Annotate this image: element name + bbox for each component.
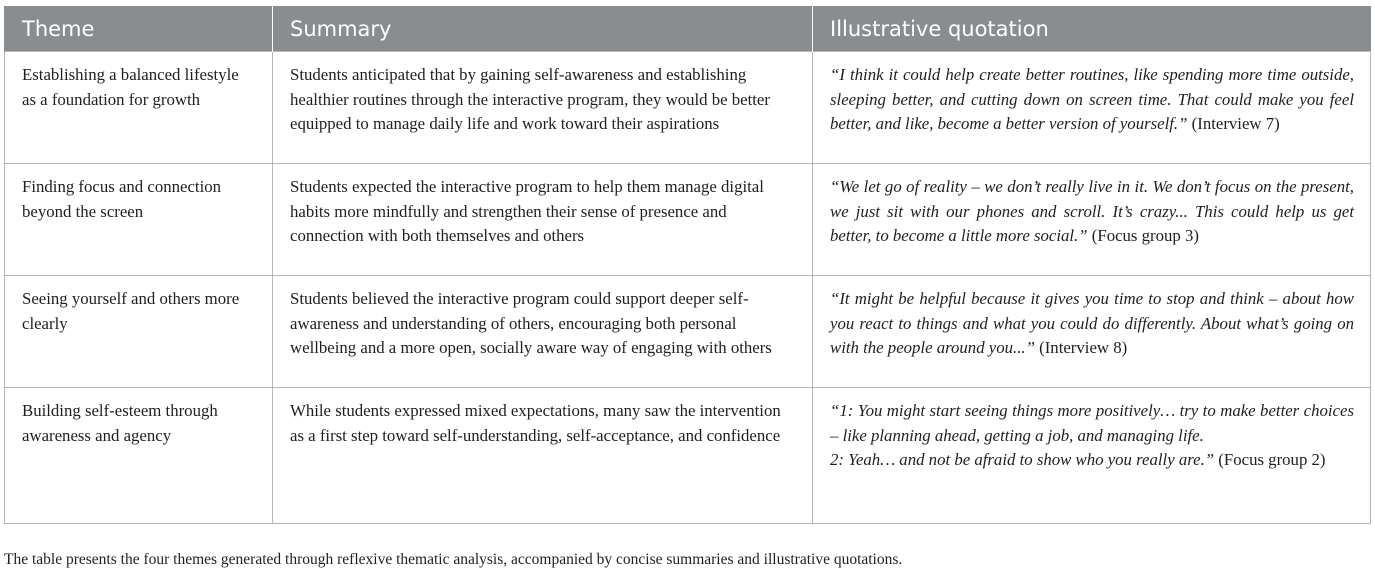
theme-cell: Seeing yourself and others more clearly [5, 276, 273, 388]
quotation-cell [813, 276, 1371, 388]
table-footnote: The table presents the four themes generated through reflexive thematic analysis, accompanied by concise summaries and illustrative quotations. [4, 551, 903, 568]
table-row [5, 388, 1371, 524]
header-row [5, 6, 1371, 52]
table-row [5, 276, 1371, 388]
quotation-text: “I think it could help create better routines, like spending more time outside, sleeping better, and cutting down on screen time. That could make you feel better, and like, become a better version of yourself.” [830, 65, 1354, 134]
quotation-line [830, 399, 1354, 448]
quotation-text: “It might be helpful because it gives you time to stop and think – about how you react to things and what you could do differently. About what’s going on with the people around you...” [830, 289, 1354, 358]
table-header [5, 6, 1371, 52]
summary-cell: Students believed the interactive program could support deeper self-awareness and understanding of others, encouraging both personal wellbeing and a more open, socially aware way of engaging with others [273, 276, 813, 388]
theme-cell: Establishing a balanced lifestyle as a foundation for growth [5, 52, 273, 164]
table-row [5, 52, 1371, 164]
summary-cell: Students anticipated that by gaining self-awareness and establishing healthier routines through the interactive program, they would be better equipped to manage daily life and work toward their aspirations [273, 52, 813, 164]
summary-cell: While students expressed mixed expectations, many saw the intervention as a first step toward self-understanding, self-acceptance, and confidence [273, 388, 813, 524]
quotation-text: “We let go of reality – we don’t really live in it. We don’t focus on the present, we just sit with our phones and scroll. It’s crazy... This could help us get better, to become a little more social.” [830, 177, 1354, 246]
theme-cell: Finding focus and connection beyond the screen [5, 164, 273, 276]
quotation-source: (Interview 7) [1187, 114, 1280, 134]
quotation-source: (Focus group 2) [1214, 450, 1326, 470]
themes-table-container [4, 6, 1370, 524]
quotation-source: (Focus group 3) [1087, 226, 1199, 246]
header-quotation: Illustrative quotation [813, 6, 1371, 52]
table-row [5, 164, 1371, 276]
quotation-text: “1: You might start seeing things more positively… try to make better choices – like planning ahead, getting a job, and managing life. [830, 401, 1354, 445]
header-summary: Summary [273, 6, 813, 52]
summary-cell: Students expected the interactive program to help them manage digital habits more mindfully and strengthen their sense of presence and connection with both themselves and others [273, 164, 813, 276]
theme-cell: Building self-esteem through awareness and agency [5, 388, 273, 524]
themes-table [4, 6, 1371, 524]
quotation-text: 2: Yeah… and not be afraid to show who you really are.” [830, 450, 1215, 470]
header-theme: Theme [5, 6, 273, 52]
quotation-cell [813, 164, 1371, 276]
table-body [5, 52, 1371, 524]
quotation-line [830, 448, 1354, 473]
quotation-cell [813, 52, 1371, 164]
quotation-source: (Interview 8) [1034, 338, 1128, 358]
quotation-cell [813, 388, 1371, 524]
